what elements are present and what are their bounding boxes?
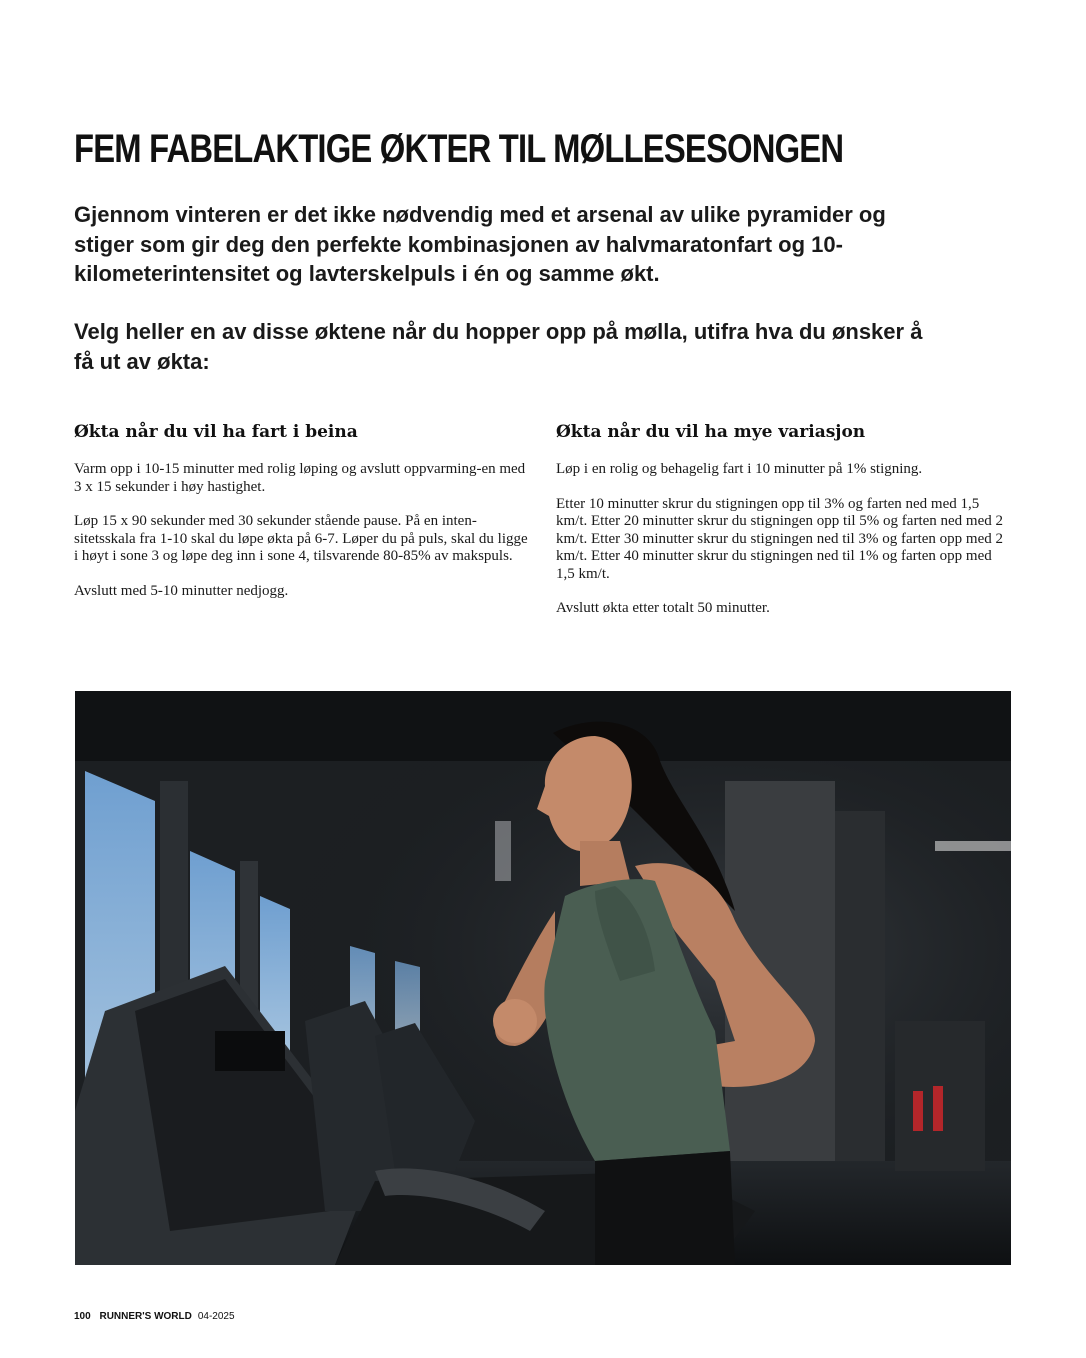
workout-paragraph: Løp 15 x 90 sekunder med 30 sekunder stående pause. På en inten-sitetsskala fra 1-10 skal du løpe økta på 6-7. Løper du på puls, skal du ligge i høyt i sone 3 og løpe deg inn i sone 4, tilsvarende 80-85% av makspuls.: [74, 513, 528, 564]
workout-paragraph: Avslutt økta etter totalt 50 minutter.: [556, 600, 770, 616]
magazine-name: RUNNER'S WORLD: [99, 1311, 192, 1322]
treadmill-photo: [75, 691, 1011, 1265]
page-footer: [74, 1311, 241, 1323]
workout-paragraph: Løp i en rolig og behagelig fart i 10 minutter på 1% stigning.: [556, 461, 923, 477]
workout-title: Økta når du vil ha fart i beina: [74, 422, 358, 442]
workout-column-variation: [556, 420, 1012, 635]
workout-paragraph: Avslutt med 5-10 minutter nedjogg.: [74, 582, 289, 599]
intro-paragraph: Gjennom vinteren er det ikke nødvendig med et arsenal av ulike pyramider og stiger som gir deg den perfekte kombinasjonen av halvmaratonfart og 10-kilometerintensitet og lavterskelpuls i én og samme økt.: [74, 202, 886, 286]
issue-label: 04-2025: [197, 1311, 235, 1322]
page-number: 100: [74, 1311, 91, 1322]
workout-paragraph: Etter 10 minutter skrur du stigningen opp til 3% og farten ned med 1,5 km/t. Etter 20 minutter skrur du stigningen opp til 5% og farten ned med 2 km/t. Etter 30 minutter skrur du stigningen ned til 3% og farten opp med 2 km/t. Etter 40 minutter skrur du stigningen ned til 1% og farten opp med 1,5 km/t.: [556, 495, 1004, 582]
workout-column-speed: [74, 420, 530, 617]
intro-question: Velg heller en av disse øktene når du hopper opp på mølla, utifra hva du ønsker å få ut av økta:: [74, 319, 923, 374]
workout-title: Økta når du vil ha mye variasjon: [556, 422, 866, 442]
headline: FEM FABELAKTIGE ØKTER TIL MØLLESESONGEN: [74, 127, 844, 171]
workout-paragraph: Varm opp i 10-15 minutter med rolig løping og avslutt oppvarming-en med 3 x 15 sekunder i høy hastighet.: [74, 461, 526, 495]
